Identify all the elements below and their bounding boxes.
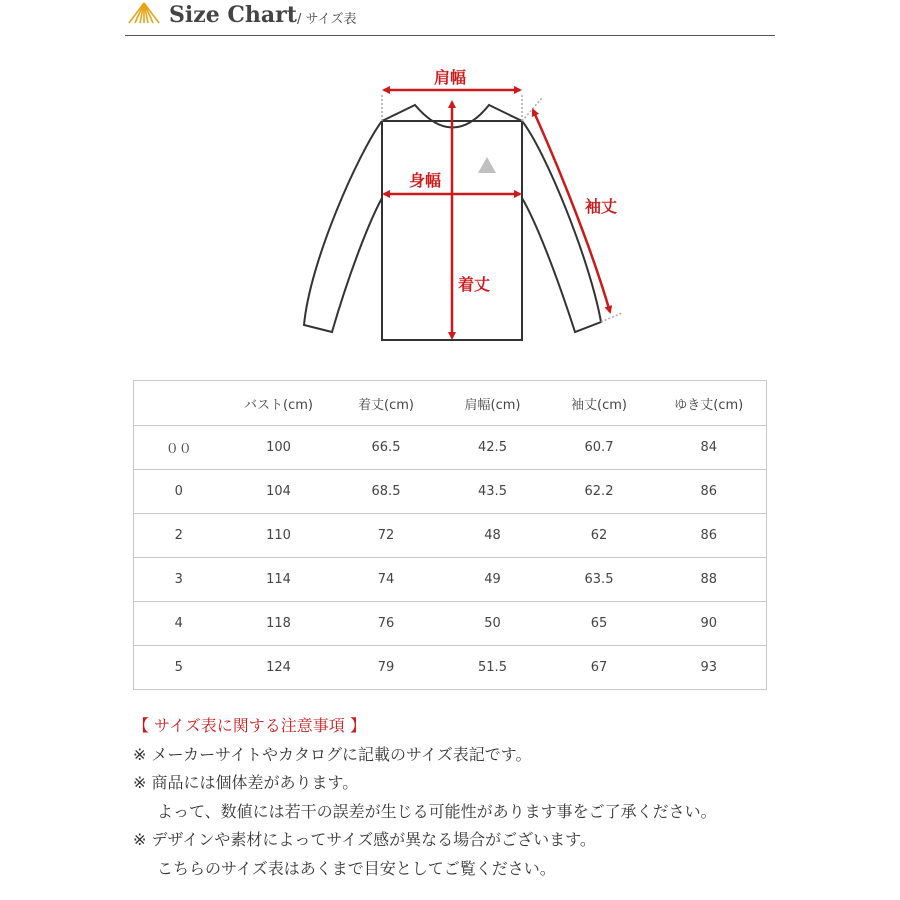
cell-yuki: 86 [652, 470, 767, 514]
cell-sleeve: 63.5 [547, 558, 652, 602]
cell-shoulder: 51.5 [478, 660, 507, 675]
page-title: Size Chart [169, 2, 297, 28]
sleeve-label: 袖丈 [584, 197, 618, 216]
cell-size: ００ [134, 426, 224, 470]
table-row [134, 470, 767, 514]
cell-shoulder: 43.5 [439, 470, 547, 514]
cell-yuki: 88 [652, 558, 767, 602]
note-line: ※ メーカーサイトやカタログに記載のサイズ表記です。 [133, 744, 532, 764]
note-line: ※ デザインや素材によってサイズ感が異なる場合がございます。 [133, 830, 596, 849]
page-header [125, 0, 775, 36]
table-row [134, 602, 767, 646]
cell-shoulder: 42.5 [439, 426, 547, 470]
cell-size: 0 [134, 470, 224, 514]
header-length: 着丈(cm) [334, 381, 439, 426]
cell-yuki: 90 [652, 602, 767, 646]
table-row [134, 426, 767, 470]
cell-size: 2 [134, 514, 224, 558]
note-line: こちらのサイズ表はあくまで目安としてご覧ください。 [157, 858, 556, 878]
cell-bust: 104 [224, 470, 334, 514]
table-header-row [134, 381, 767, 426]
cell-yuki: 84 [652, 426, 767, 470]
header-sleeve: 袖丈(cm) [547, 381, 652, 426]
cell-length: 66.5 [334, 426, 439, 470]
cell-sleeve: 62 [547, 514, 652, 558]
cell-size: 5 [174, 660, 183, 675]
chest-label: 身幅 [408, 171, 442, 190]
cell-bust: 118 [224, 602, 334, 646]
cell-size: 3 [134, 558, 224, 602]
cell-bust: 114 [224, 558, 334, 602]
table-row [134, 558, 767, 602]
header-bust: バスト(cm) [224, 381, 334, 426]
shoulder-label: 肩幅 [433, 68, 467, 87]
header-size [134, 381, 224, 426]
cell-bust: 100 [224, 426, 334, 470]
notes-heading: 【 サイズ表に関する注意事項 】 [133, 716, 366, 735]
cell-shoulder: 49 [439, 558, 547, 602]
length-label: 着丈 [457, 275, 491, 294]
cell-length: 68.5 [334, 470, 439, 514]
cell-shoulder: 48 [439, 514, 547, 558]
cell-length: 79 [377, 660, 395, 675]
cell-sleeve: 60.7 [547, 426, 652, 470]
cell-size: 4 [134, 602, 224, 646]
cell-length: 74 [334, 558, 439, 602]
cell-yuki: 86 [652, 514, 767, 558]
cell-bust: 110 [224, 514, 334, 558]
header-yuki: ゆき丈(cm) [652, 381, 767, 426]
header-shoulder: 肩幅(cm) [439, 381, 547, 426]
brand-emblem-icon [478, 157, 496, 173]
table-row [134, 646, 767, 690]
note-line: よって、数値には若干の誤差が生じる可能性があります事をご了承ください。 [157, 801, 717, 821]
garment-diagram [290, 60, 640, 360]
table-row [134, 514, 767, 558]
cell-shoulder: 50 [439, 602, 547, 646]
cell-sleeve: 62.2 [547, 470, 652, 514]
size-notes [133, 712, 833, 883]
cell-bust: 124 [266, 660, 291, 675]
size-table [133, 380, 767, 690]
cell-sleeve: 67 [590, 660, 608, 675]
page-subtitle: / サイズ表 [297, 12, 357, 27]
note-line: ※ 商品には個体差があります。 [133, 773, 359, 792]
cell-length: 76 [334, 602, 439, 646]
cell-length: 72 [334, 514, 439, 558]
cell-yuki: 93 [700, 660, 718, 675]
brand-logo-icon [127, 2, 161, 24]
cell-sleeve: 65 [547, 602, 652, 646]
